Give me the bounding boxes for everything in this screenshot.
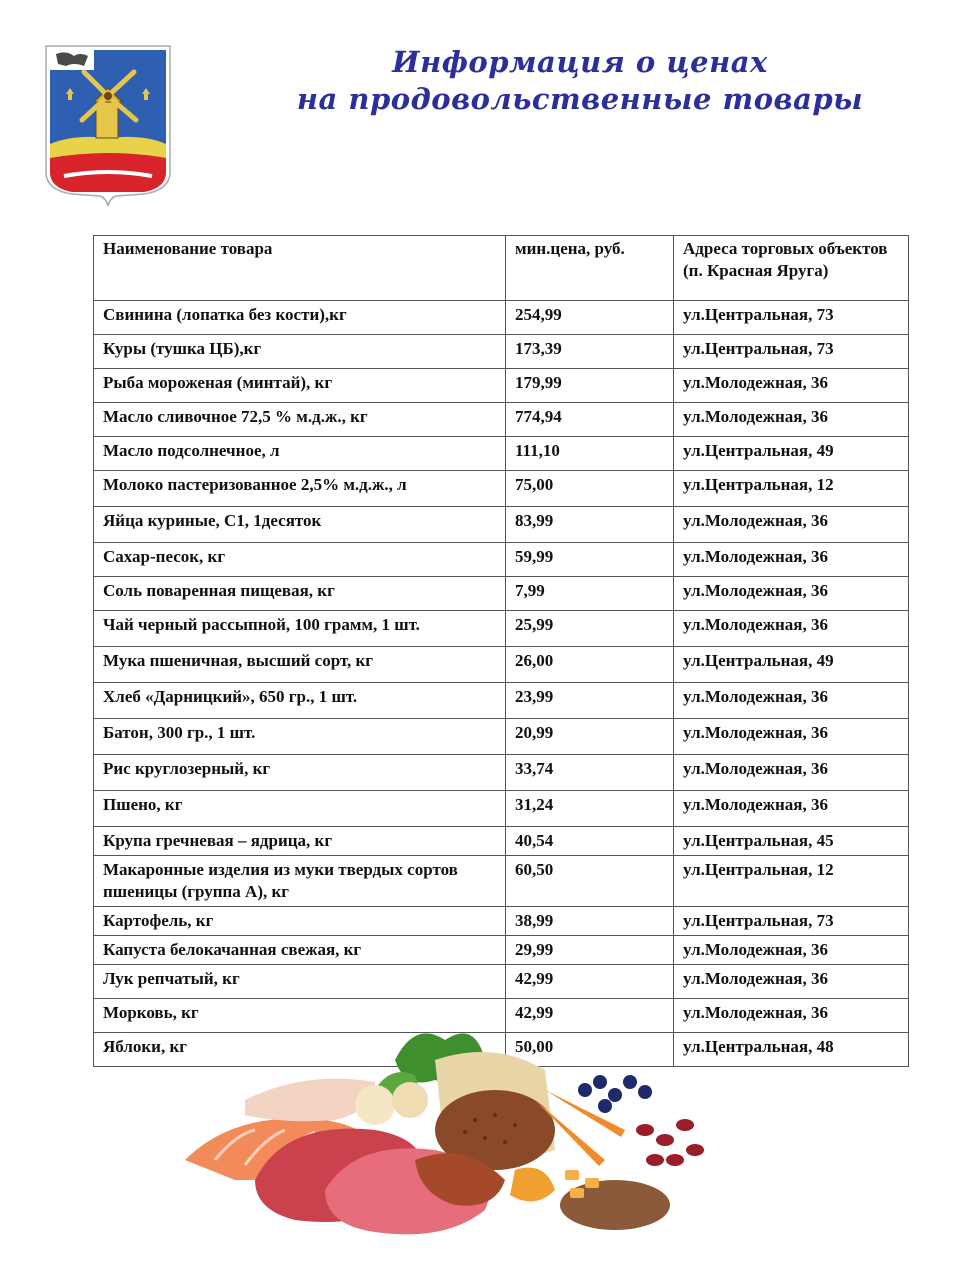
cell-address: ул.Молодежная, 36 xyxy=(674,999,909,1033)
food-illustration-icon xyxy=(175,1020,715,1250)
cell-address: ул.Молодежная, 36 xyxy=(674,369,909,403)
cell-price: 83,99 xyxy=(506,507,674,543)
table-row xyxy=(94,719,909,755)
cell-product-name: Соль поваренная пищевая, кг xyxy=(94,577,506,611)
column-header-address xyxy=(674,236,909,301)
table-row xyxy=(94,437,909,471)
cell-product-name: Хлеб «Дарницкий», 650 гр., 1 шт. xyxy=(94,683,506,719)
cell-address: ул.Центральная, 49 xyxy=(674,437,909,471)
cell-price: 33,74 xyxy=(506,755,674,791)
cell-address: ул.Центральная, 45 xyxy=(674,827,909,856)
table-row xyxy=(94,647,909,683)
cell-product-name: Макаронные изделия из муки твердых сортов пшеницы (группа А), кг xyxy=(94,856,506,907)
cell-address: ул.Центральная, 12 xyxy=(674,471,909,507)
cell-address: ул.Центральная, 73 xyxy=(674,301,909,335)
cell-product-name: Морковь, кг xyxy=(94,999,506,1033)
cell-address: ул.Молодежная, 36 xyxy=(674,611,909,647)
table-row xyxy=(94,791,909,827)
cell-price: 50,00 xyxy=(506,1033,674,1067)
cell-product-name: Мука пшеничная, высший сорт, кг xyxy=(94,647,506,683)
cell-address: ул.Центральная, 73 xyxy=(674,907,909,936)
cell-product-name: Лук репчатый, кг xyxy=(94,965,506,999)
cell-product-name: Картофель, кг xyxy=(94,907,506,936)
cell-address: ул.Молодежная, 36 xyxy=(674,936,909,965)
column-header-name: Наименование товара xyxy=(94,236,506,301)
cell-product-name: Рыба мороженая (минтай), кг xyxy=(94,369,506,403)
cell-address: ул.Молодежная, 36 xyxy=(674,543,909,577)
table-body xyxy=(94,301,909,1067)
cell-product-name: Рис круглозерный, кг xyxy=(94,755,506,791)
cell-product-name: Масло подсолнечное, л xyxy=(94,437,506,471)
cell-price: 29,99 xyxy=(506,936,674,965)
table-row xyxy=(94,856,909,907)
cell-price: 20,99 xyxy=(506,719,674,755)
cell-price: 111,10 xyxy=(506,437,674,471)
cell-address: ул.Молодежная, 36 xyxy=(674,755,909,791)
cell-price: 23,99 xyxy=(506,683,674,719)
cell-price: 26,00 xyxy=(506,647,674,683)
cell-price: 173,39 xyxy=(506,335,674,369)
cell-price: 179,99 xyxy=(506,369,674,403)
title-line-2: на продовольственные товары xyxy=(296,82,864,116)
table-row xyxy=(94,755,909,791)
cell-address: ул.Центральная, 12 xyxy=(674,856,909,907)
table-row xyxy=(94,683,909,719)
cell-product-name: Чай черный рассыпной, 100 грамм, 1 шт. xyxy=(94,611,506,647)
cell-address: ул.Молодежная, 36 xyxy=(674,965,909,999)
cell-product-name: Куры (тушка ЦБ),кг xyxy=(94,335,506,369)
column-header-price: мин.цена, руб. xyxy=(506,236,674,301)
table-row xyxy=(94,471,909,507)
cell-price: 42,99 xyxy=(506,965,674,999)
table-row xyxy=(94,965,909,999)
cell-product-name: Батон, 300 гр., 1 шт. xyxy=(94,719,506,755)
cell-price: 42,99 xyxy=(506,999,674,1033)
table-row xyxy=(94,403,909,437)
cell-product-name: Капуста белокачанная свежая, кг xyxy=(94,936,506,965)
table-row xyxy=(94,543,909,577)
table-row xyxy=(94,611,909,647)
coat-of-arms-icon xyxy=(44,44,172,206)
cell-product-name: Свинина (лопатка без кости),кг xyxy=(94,301,506,335)
cell-product-name: Сахар-песок, кг xyxy=(94,543,506,577)
cell-price: 75,00 xyxy=(506,471,674,507)
cell-price: 774,94 xyxy=(506,403,674,437)
table-row xyxy=(94,369,909,403)
table-row xyxy=(94,936,909,965)
cell-address: ул.Молодежная, 36 xyxy=(674,403,909,437)
cell-price: 60,50 xyxy=(506,856,674,907)
page-title xyxy=(250,44,910,118)
table-row xyxy=(94,335,909,369)
cell-address: ул.Молодежная, 36 xyxy=(674,719,909,755)
table-row xyxy=(94,301,909,335)
table-row xyxy=(94,577,909,611)
cell-product-name: Масло сливочное 72,5 % м.д.ж., кг xyxy=(94,403,506,437)
cell-price: 31,24 xyxy=(506,791,674,827)
title-line-1: Информация о ценах xyxy=(392,45,768,79)
cell-product-name: Яблоки, кг xyxy=(94,1033,506,1067)
cell-address: ул.Молодежная, 36 xyxy=(674,577,909,611)
price-table xyxy=(93,235,909,1067)
cell-price: 59,99 xyxy=(506,543,674,577)
table-header-row xyxy=(94,236,909,301)
cell-price: 254,99 xyxy=(506,301,674,335)
cell-price: 7,99 xyxy=(506,577,674,611)
cell-address: ул.Молодежная, 36 xyxy=(674,683,909,719)
cell-product-name: Молоко пастеризованное 2,5% м.д.ж., л xyxy=(94,471,506,507)
cell-price: 40,54 xyxy=(506,827,674,856)
cell-address: ул.Молодежная, 36 xyxy=(674,507,909,543)
cell-product-name: Крупа гречневая – ядрица, кг xyxy=(94,827,506,856)
cell-price: 38,99 xyxy=(506,907,674,936)
cell-address: ул.Центральная, 48 xyxy=(674,1033,909,1067)
table-row xyxy=(94,827,909,856)
column-header-address-text: Адреса торговых объектов (п. Красная Яруга) xyxy=(683,239,888,280)
cell-product-name: Яйца куриные, С1, 1десяток xyxy=(94,507,506,543)
cell-address: ул.Молодежная, 36 xyxy=(674,791,909,827)
cell-product-name: Пшено, кг xyxy=(94,791,506,827)
table-row xyxy=(94,507,909,543)
table-row xyxy=(94,907,909,936)
cell-address: ул.Центральная, 49 xyxy=(674,647,909,683)
cell-address: ул.Центральная, 73 xyxy=(674,335,909,369)
cell-price: 25,99 xyxy=(506,611,674,647)
